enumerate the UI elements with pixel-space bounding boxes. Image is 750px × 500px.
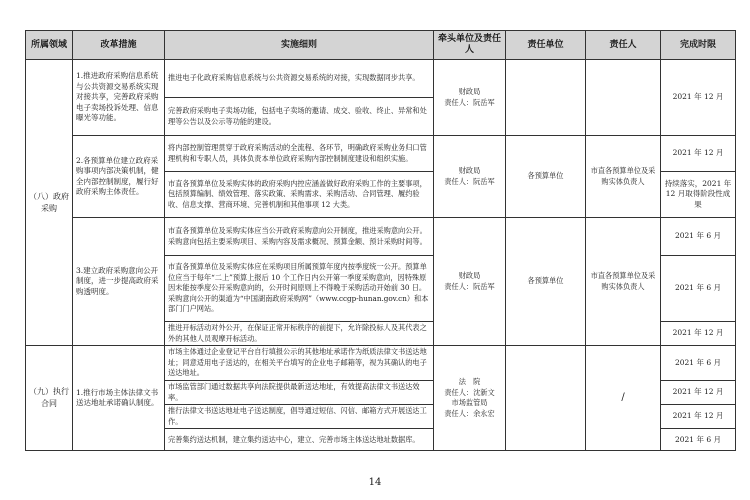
- detail-cell: 市直各预算单位及采购实体应在采购项目所属预算年度内按季度统一公开。预算单位应当于每年“二上”预算上报后 10 个工作日内公开第一季度采购意向，因特殊原因未能按季度公开采购意向的，公开时间原则上不得晚于采购活动开始前 30 日。采购意向公开的渠道为“中国湖南政府采购网”（www.ccgp-hunan.gov.cn）和本部门门户网站。: [165, 256, 434, 322]
- detail-cell: 市直各预算单位及采购实体应当公开政府采购意向公开制度，推进采购意向公开。采购意向包括主要采购项目、采购内容及需求概况、预算金额、预计采购时间等。: [165, 218, 434, 256]
- lead-text: 财政局 责任人：阮岳军: [444, 271, 495, 291]
- header-measure: 改革措施: [73, 31, 165, 60]
- reform-measures-table: [25, 30, 736, 451]
- deadline-cell: 2021 年 6 月: [661, 256, 736, 322]
- detail-cell: 市场主体通过企业登记平台自行填报公示的其他地址承诺作为纸质法律文书送达地址；同意适用电子送达的，在相关平台填写的企业电子邮箱等，视为其确认的电子送达地址。: [165, 346, 434, 381]
- deadline-cell: 2021 年 6 月: [661, 429, 736, 451]
- table-row: [26, 60, 736, 98]
- area-cell-contract: （九）执行合同: [26, 346, 73, 451]
- lead-text: 财政局 责任人：阮岳军: [444, 86, 495, 107]
- area-cell-procurement: （八）政府采购: [26, 60, 73, 346]
- table-row: [26, 218, 736, 256]
- person-cell: /: [586, 346, 661, 451]
- detail-cell: 将内部控制管理贯穿于政府采购活动的全流程、各环节，明确政府采购业务归口管理机构和专职人员，具体负责本单位政府采购内部控制制度建设和组织实施。: [165, 136, 434, 172]
- unit-cell: 各预算单位: [506, 136, 586, 218]
- lead-cell: [434, 60, 506, 136]
- lead-text: 财政局 责任人：阮岳军: [444, 165, 495, 186]
- detail-cell: 市直各预算单位及采购实体的政府采购内控应涵盖做好政府采购工作的主要事项，包括预算编制、绩效管理、落实政策、采购需求、采购活动、合同管理、履约验收、信息支撑、营商环境、完善机制和其他事项 12 大类。: [165, 172, 434, 218]
- deadline-cell: 2021 年 12 月: [661, 60, 736, 136]
- deadline-cell: 2021 年 12 月: [661, 380, 736, 404]
- unit-cell-empty: [506, 60, 586, 136]
- detail-cell: 推行法律文书送达地址电子送达制度，倡导通过短信、闪信、邮箱方式开展送达工作。: [165, 405, 434, 429]
- deadline-cell: 2021 年 6 月: [661, 218, 736, 256]
- detail-cell: 推进电子化政府采购信息系统与公共资源交易系统的对接，实现数据同步共享。: [165, 60, 434, 98]
- unit-cell-empty: [506, 346, 586, 451]
- lead-cell: [434, 346, 506, 451]
- lead-cell: [434, 136, 506, 218]
- measure-cell: 1.推进政府采购信息系统与公共资源交易系统实现对接共享，完善政府采购电子卖场投诉处理、信息曝光等功能。: [73, 60, 165, 136]
- header-unit: 责任单位: [506, 31, 586, 60]
- measure-cell: 1.推行市场主体法律文书送达地址承诺确认制度。: [73, 346, 165, 451]
- unit-cell: 各预算单位: [506, 218, 586, 346]
- person-cell: 市直各预算单位及采购实体负责人: [586, 136, 661, 218]
- table-row: [26, 136, 736, 172]
- header-person: 责任人: [586, 31, 661, 60]
- lead-text: 法 院 责任人：沈新文 市场监管局 责任人：余永宏: [444, 377, 495, 418]
- measure-cell: 3.建立政府采购意向公开制度，进一步提高政府采购透明度。: [73, 218, 165, 346]
- header-area: 所属领域: [26, 31, 73, 60]
- deadline-cell: 2021 年 12 月: [661, 322, 736, 346]
- reform-table-sheet: [25, 30, 735, 451]
- header-lead: 牵头单位及责任人: [434, 31, 506, 60]
- table-row: [26, 346, 736, 381]
- detail-cell: 市场监管部门通过数据共享向法院提供最新送达地址，有效提高法律文书送达效率。: [165, 380, 434, 404]
- person-cell: 市直各预算单位及采购实体负责人: [586, 218, 661, 346]
- detail-cell: 完善集约送达机制，建立集约送达中心，建立、完善市场主体送达地址数据库。: [165, 429, 434, 451]
- header-row: [26, 31, 736, 60]
- detail-cell: 推进开标活动对外公开，在保证正常开标秩序的前提下，允许除投标人及其代表之外的其他人员观摩开标活动。: [165, 322, 434, 346]
- deadline-cell: 持续落实，2021 年 12 月取得阶段性成果: [661, 172, 736, 218]
- page-number: 14: [368, 477, 382, 488]
- header-detail: 实施细则: [165, 31, 434, 60]
- header-deadline: 完成时限: [661, 31, 736, 60]
- measure-cell: 2.各预算单位建立政府采购事项内部决策机制，健全内部控制制度，履行好政府采购主体责任。: [73, 136, 165, 218]
- detail-cell: 完善政府采购电子卖场功能，包括电子卖场的邀请、成交、验收、终止、异常和处理等公告以及公示等功能的建设。: [165, 98, 434, 136]
- deadline-cell: 2021 年 6 月: [661, 346, 736, 381]
- person-cell-empty: [586, 60, 661, 136]
- lead-cell: [434, 218, 506, 346]
- deadline-cell: 2021 年 12 月: [661, 136, 736, 172]
- deadline-cell: 2021 年 12 月: [661, 405, 736, 429]
